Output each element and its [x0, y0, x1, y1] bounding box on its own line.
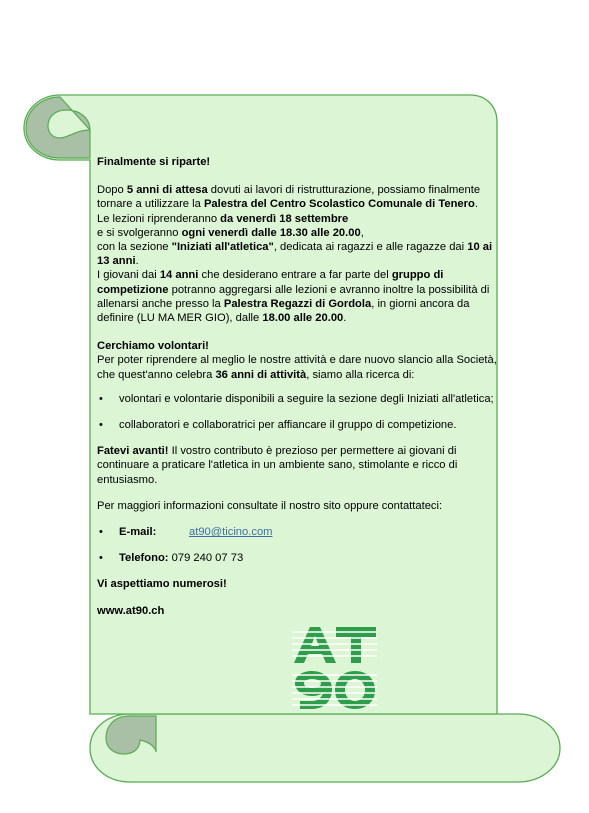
info-paragraph: Per maggiori informazioni consultate il nostro sito oppure contattateci:: [97, 499, 443, 512]
email-item: [97, 525, 497, 539]
phone-value: 079 240 07 73: [168, 552, 244, 565]
bullet-icon: •: [99, 552, 103, 565]
volunteers-list: [97, 392, 497, 432]
letter-content: [97, 155, 497, 618]
bullet-icon: •: [99, 419, 103, 432]
logo-digit-0: [335, 671, 375, 709]
volunteers-paragraph: Per poter riprendere al meglio le nostre attività e dare nuovo slancio alla Società, che quest'anno celebra 36 anni di attività, siamo alla ricerca di:: [97, 354, 497, 381]
intro-paragraph: Dopo 5 anni di attesa dovuti ai lavori di ristrutturazione, possiamo finalmente tornare a utilizzare la Palestra del Centro Scolastico Comunale di Tenero.: [97, 184, 481, 211]
email-link[interactable]: at90@ticino.com: [189, 526, 273, 539]
bullet-icon: •: [99, 526, 103, 539]
competition-paragraph: I giovani dai 14 anni che desiderano entrare a far parte del gruppo di competizione potranno aggregarsi alle lezioni e avranno inoltre la possibilità di allenarsi anche presso la Palestra Regazzi di Gordola, in giorni ancora da definire (LU MA MER GIO), dalle 18.00 alle 20.00.: [97, 269, 490, 325]
phone-item: [97, 551, 497, 565]
logo-digit-9: [295, 671, 332, 709]
list-item: • volontari e volontarie disponibili a seguire la sezione degli Iniziati all'atletica;: [99, 392, 494, 405]
scroll-bottom-roll: [90, 714, 560, 782]
closing-text: Vi aspettiamo numerosi!: [97, 578, 227, 591]
call-paragraph: Fatevi avanti! Il vostro contributo è prezioso per permettere ai giovani di continuare a praticare l'atletica in un ambiente sano, stimolante e ricco di entusiasmo.: [97, 445, 458, 486]
email-label: E-mail:: [119, 526, 157, 539]
at90-logo: [292, 625, 377, 711]
list-item: • collaboratori e collaboratrici per affiancare il gruppo di competizione.: [99, 419, 457, 432]
volunteers-heading: Cerchiamo volontari!: [97, 340, 209, 353]
phone-label: Telefono:: [119, 552, 169, 565]
contacts-list: [97, 525, 497, 565]
website-text: www.at90.ch: [97, 604, 165, 617]
bullet-icon: •: [99, 392, 103, 405]
lessons-paragraph: Le lezioni riprenderanno da venerdì 18 settembre e si svolgeranno ogni venerdì dalle 18.30 alle 20.00, con la sezione "Iniziati all'atletica", dedicata ai ragazzi e alle ragazze dai 10 ai 13 anni.: [97, 212, 493, 268]
letter-title: Finalmente si riparte!: [97, 156, 211, 168]
